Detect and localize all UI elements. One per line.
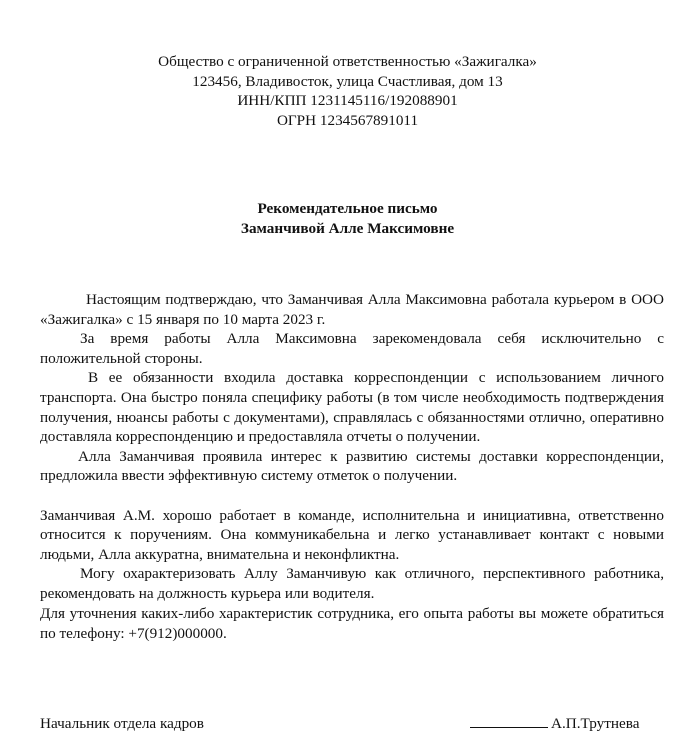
paragraph: За время работы Алла Максимовна зарекомендовала себя исключительно с положительной стороны. <box>40 330 664 367</box>
signatory-name: А.П.Трутнева <box>551 715 640 732</box>
title-line-2: Заманчивой Алле Максимовне <box>240 219 455 237</box>
company-ogrn: ОГРН 1234567891011 <box>276 111 419 129</box>
signatory-position: Начальник отдела кадров <box>40 715 204 732</box>
paragraph: В ее обязанности входила доставка корреспонденции с использованием личного транспорта. Она быстро поняла специфику работы (в том числе необходимость подтверждения получения, нюансы работы с документами), справлялась с обязанностями отлично, оперативно доставляла корреспонденцию и предоставляла отчеты о получении. <box>40 369 664 446</box>
company-address: 123456, Владивосток, улица Счастливая, дом 13 <box>192 72 503 90</box>
title-line-1: Рекомендательное письмо <box>257 200 438 217</box>
signature-line <box>470 714 548 728</box>
letter-body <box>40 290 664 604</box>
paragraph: Настоящим подтверждаю, что Заманчивая Алла Максимовна работала курьером в ООО «Зажигалка» с 15 января по 10 марта 2023 г. <box>40 291 664 328</box>
document-title <box>0 199 695 238</box>
company-inn-kpp: ИНН/КПП 1231145116/192088901 <box>237 92 458 109</box>
company-header <box>0 52 695 130</box>
paragraph: Могу охарактеризовать Аллу Заманчивую как отличного, перспективного работника, рекомендовать на должность курьера или водителя. <box>40 565 664 602</box>
company-name: Общество с ограниченной ответственностью «Зажигалка» <box>158 53 537 70</box>
paragraph: Алла Заманчивая проявила интерес к развитию системы доставки корреспонденции, предложила ввести эффективную систему отметок о получении. <box>40 447 664 485</box>
contact-paragraph: Для уточнения каких-либо характеристик сотрудника, его опыта работы вы можете обратиться по телефону: +7(912)000000. <box>40 605 664 642</box>
signature-block <box>470 714 639 733</box>
paragraph: Заманчивая А.М. хорошо работает в команде, исполнительна и инициативна, ответственно относится к поручениям. Она коммуникабельна и легко устанавливает контакт с новыми людьми, Алла аккуратна, внимательна и неконфликтна. <box>40 506 664 563</box>
